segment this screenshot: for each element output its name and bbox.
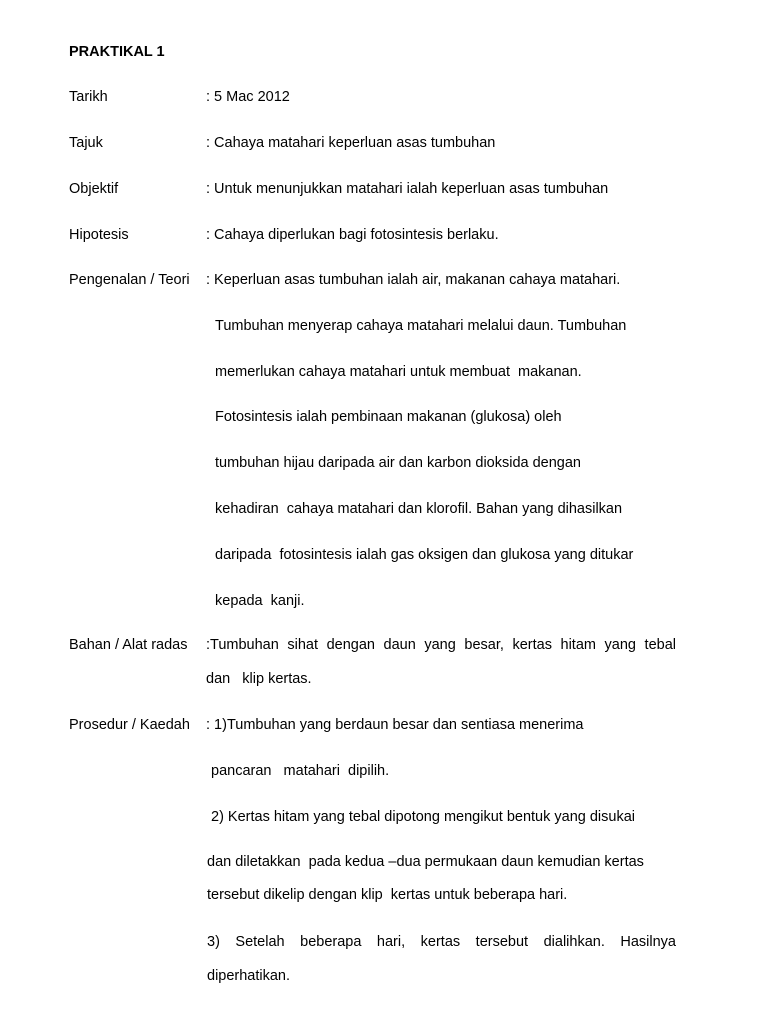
document-title: PRAKTIKAL 1 bbox=[69, 44, 165, 60]
objektif-value: : Untuk menunjukkan matahari ialah keperluan asas tumbuhan bbox=[206, 181, 609, 197]
pengenalan-line: memerlukan cahaya matahari untuk membuat makanan. bbox=[215, 364, 582, 380]
pengenalan-line: Tumbuhan menyerap cahaya matahari melalui daun. Tumbuhan bbox=[215, 318, 627, 334]
tajuk-value: : Cahaya matahari keperluan asas tumbuhan bbox=[206, 135, 496, 151]
pengenalan-line: kehadiran cahaya matahari dan klorofil. Bahan yang dihasilkan bbox=[215, 501, 623, 517]
prosedur-label: Prosedur / Kaedah bbox=[69, 717, 190, 733]
pengenalan-line: kepada kanji. bbox=[215, 593, 305, 609]
tajuk-label: Tajuk bbox=[69, 135, 103, 151]
bahan-line: :Tumbuhan sihat dengan daun yang besar, kertas hitam yang tebal bbox=[206, 637, 676, 653]
pengenalan-line: tumbuhan hijau daripada air dan karbon dioksida dengan bbox=[215, 455, 581, 471]
prosedur-line: 2) Kertas hitam yang tebal dipotong mengikut bentuk yang disukai bbox=[211, 809, 635, 825]
tarikh-value: : 5 Mac 2012 bbox=[206, 89, 290, 105]
pengenalan-line: daripada fotosintesis ialah gas oksigen dan glukosa yang ditukar bbox=[215, 547, 634, 563]
pengenalan-label: Pengenalan / Teori bbox=[69, 272, 190, 288]
prosedur-line: diperhatikan. bbox=[207, 968, 291, 984]
pengenalan-line: Fotosintesis ialah pembinaan makanan (glukosa) oleh bbox=[215, 409, 562, 425]
prosedur-line: dan diletakkan pada kedua –dua permukaan daun kemudian kertas bbox=[207, 854, 644, 870]
hipotesis-value: : Cahaya diperlukan bagi fotosintesis berlaku. bbox=[206, 227, 499, 243]
prosedur-line: 3) Setelah beberapa hari, kertas tersebut dialihkan. Hasilnya bbox=[207, 934, 676, 950]
tarikh-label: Tarikh bbox=[69, 89, 108, 105]
pengenalan-line: : Keperluan asas tumbuhan ialah air, makanan cahaya matahari. bbox=[206, 272, 621, 288]
bahan-label: Bahan / Alat radas bbox=[69, 637, 188, 653]
prosedur-line: pancaran matahari dipilih. bbox=[211, 763, 390, 779]
objektif-label: Objektif bbox=[69, 181, 119, 197]
prosedur-line: tersebut dikelip dengan klip kertas untuk beberapa hari. bbox=[207, 887, 568, 903]
bahan-line: dan klip kertas. bbox=[206, 671, 312, 687]
prosedur-line: : 1)Tumbuhan yang berdaun besar dan sentiasa menerima bbox=[206, 717, 584, 733]
hipotesis-label: Hipotesis bbox=[69, 227, 129, 243]
